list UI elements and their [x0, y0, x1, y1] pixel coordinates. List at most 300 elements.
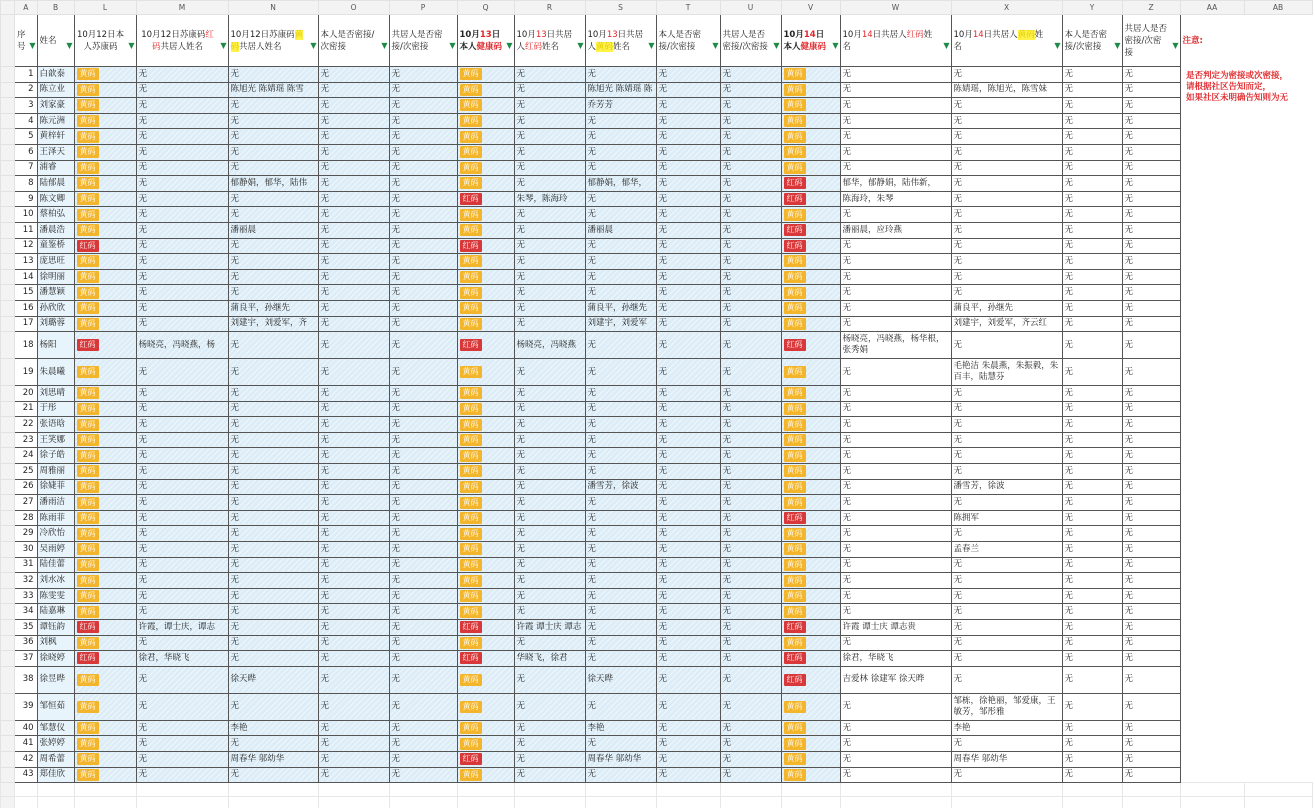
- red-cohabitant-cell[interactable]: 无: [136, 767, 228, 783]
- contact-cell[interactable]: 无: [1062, 98, 1122, 114]
- contact-cell[interactable]: 无: [318, 238, 389, 254]
- contact-cell[interactable]: 无: [1062, 720, 1122, 736]
- contact-cell[interactable]: 无: [389, 129, 457, 145]
- red-cohabitant-cell[interactable]: 无: [840, 129, 951, 145]
- table-row[interactable]: [1, 588, 1313, 604]
- contact-cell[interactable]: 无: [389, 464, 457, 480]
- red-cohabitant-cell[interactable]: 无: [136, 176, 228, 192]
- seq-cell[interactable]: 37: [15, 651, 38, 667]
- red-cohabitant-cell[interactable]: 无: [840, 144, 951, 160]
- empty-cell[interactable]: [1180, 573, 1244, 589]
- contact-cell[interactable]: 无: [1062, 254, 1122, 270]
- contact-cell[interactable]: 无: [389, 651, 457, 667]
- contact-cell[interactable]: 无: [389, 176, 457, 192]
- empty-cell[interactable]: [1180, 736, 1244, 752]
- row-number[interactable]: [1, 254, 15, 270]
- red-cohabitant-cell[interactable]: 无: [136, 67, 228, 83]
- contact-cell[interactable]: 无: [656, 386, 720, 402]
- code-cell-v[interactable]: [781, 620, 840, 636]
- red-cohabitant-cell[interactable]: 无: [840, 432, 951, 448]
- red-cohabitant-cell[interactable]: 陈海玲，朱琴: [840, 191, 951, 207]
- contact-cell[interactable]: 无: [318, 432, 389, 448]
- code-cell-l[interactable]: [74, 479, 136, 495]
- contact-cell[interactable]: 无: [318, 285, 389, 301]
- empty-cell[interactable]: [457, 797, 514, 808]
- code-cell-l[interactable]: [74, 98, 136, 114]
- contact-cell[interactable]: 无: [720, 160, 781, 176]
- red-cohabitant-cell[interactable]: 无: [514, 432, 585, 448]
- contact-cell[interactable]: 无: [656, 767, 720, 783]
- yellow-cohabitant-cell[interactable]: 无: [228, 635, 318, 651]
- red-cohabitant-cell[interactable]: 无: [840, 588, 951, 604]
- red-cohabitant-cell[interactable]: 无: [136, 432, 228, 448]
- red-cohabitant-cell[interactable]: 无: [840, 82, 951, 98]
- code-cell-q[interactable]: [457, 510, 514, 526]
- yellow-cohabitant-cell[interactable]: 徐天晔: [228, 666, 318, 693]
- yellow-cohabitant-cell[interactable]: 无: [228, 651, 318, 667]
- contact-cell[interactable]: 无: [720, 269, 781, 285]
- yellow-cohabitant-cell[interactable]: 乔芳芳: [585, 98, 656, 114]
- empty-cell[interactable]: [1180, 222, 1244, 238]
- empty-cell[interactable]: [1244, 635, 1312, 651]
- empty-cell[interactable]: [1180, 751, 1244, 767]
- name-cell[interactable]: 张婷婷: [37, 736, 74, 752]
- contact-cell[interactable]: 无: [656, 542, 720, 558]
- empty-cell[interactable]: [1180, 588, 1244, 604]
- contact-cell[interactable]: 无: [720, 495, 781, 511]
- row-number[interactable]: [1, 207, 15, 223]
- seq-cell[interactable]: 39: [15, 693, 38, 720]
- empty-cell[interactable]: [136, 783, 228, 797]
- filter-icon[interactable]: ▼: [128, 41, 135, 50]
- code-cell-q[interactable]: [457, 82, 514, 98]
- contact-cell[interactable]: 无: [1122, 359, 1180, 386]
- empty-cell[interactable]: [1244, 464, 1312, 480]
- code-cell-l[interactable]: [74, 557, 136, 573]
- name-cell[interactable]: 周雅丽: [37, 464, 74, 480]
- contact-cell[interactable]: 无: [389, 269, 457, 285]
- contact-cell[interactable]: 无: [656, 736, 720, 752]
- code-cell-l[interactable]: [74, 604, 136, 620]
- contact-cell[interactable]: 无: [656, 191, 720, 207]
- yellow-cohabitant-cell[interactable]: 邹栋，徐艳丽，邹爱康，王敏芳，邹彤雅: [951, 693, 1062, 720]
- contact-cell[interactable]: 无: [1122, 557, 1180, 573]
- name-cell[interactable]: 张语晗: [37, 417, 74, 433]
- yellow-cohabitant-cell[interactable]: 无: [585, 448, 656, 464]
- seq-cell[interactable]: 25: [15, 464, 38, 480]
- red-cohabitant-cell[interactable]: 无: [840, 269, 951, 285]
- code-cell-v[interactable]: [781, 604, 840, 620]
- contact-cell[interactable]: 无: [720, 401, 781, 417]
- contact-cell[interactable]: 无: [389, 573, 457, 589]
- red-cohabitant-cell[interactable]: 无: [514, 542, 585, 558]
- code-cell-q[interactable]: [457, 98, 514, 114]
- contact-cell[interactable]: 无: [720, 635, 781, 651]
- yellow-cohabitant-cell[interactable]: 无: [951, 526, 1062, 542]
- empty-cell[interactable]: [1062, 783, 1122, 797]
- empty-cell[interactable]: [1180, 479, 1244, 495]
- yellow-cohabitant-cell[interactable]: 无: [951, 666, 1062, 693]
- red-cohabitant-cell[interactable]: 无: [840, 495, 951, 511]
- red-cohabitant-cell[interactable]: 无: [514, 67, 585, 83]
- code-cell-q[interactable]: [457, 417, 514, 433]
- contact-cell[interactable]: 无: [318, 620, 389, 636]
- red-cohabitant-cell[interactable]: 无: [514, 720, 585, 736]
- contact-cell[interactable]: 无: [1062, 751, 1122, 767]
- name-cell[interactable]: 吴雨婷: [37, 542, 74, 558]
- yellow-cohabitant-cell[interactable]: 无: [585, 160, 656, 176]
- table-row[interactable]: [1, 557, 1313, 573]
- contact-cell[interactable]: 无: [720, 285, 781, 301]
- code-cell-q[interactable]: [457, 386, 514, 402]
- contact-cell[interactable]: 无: [389, 67, 457, 83]
- red-cohabitant-cell[interactable]: 无: [136, 720, 228, 736]
- column-header-b[interactable]: B: [37, 1, 74, 15]
- contact-cell[interactable]: 无: [1062, 359, 1122, 386]
- contact-cell[interactable]: 无: [720, 238, 781, 254]
- empty-cell[interactable]: [1180, 207, 1244, 223]
- column-header-w[interactable]: W: [840, 1, 951, 15]
- red-cohabitant-cell[interactable]: 无: [840, 285, 951, 301]
- contact-cell[interactable]: 无: [1062, 300, 1122, 316]
- code-cell-q[interactable]: [457, 316, 514, 332]
- yellow-cohabitant-cell[interactable]: 无: [585, 359, 656, 386]
- empty-cell[interactable]: [1180, 526, 1244, 542]
- contact-cell[interactable]: 无: [1062, 316, 1122, 332]
- contact-cell[interactable]: 无: [1062, 542, 1122, 558]
- seq-cell[interactable]: 43: [15, 767, 38, 783]
- filter-icon[interactable]: ▼: [1114, 41, 1121, 50]
- contact-cell[interactable]: 无: [656, 144, 720, 160]
- filter-icon[interactable]: ▼: [66, 41, 73, 50]
- header-seq[interactable]: [15, 15, 38, 67]
- contact-cell[interactable]: 无: [318, 417, 389, 433]
- code-cell-l[interactable]: [74, 300, 136, 316]
- contact-cell[interactable]: 无: [318, 526, 389, 542]
- yellow-cohabitant-cell[interactable]: 无: [951, 332, 1062, 359]
- yellow-cohabitant-cell[interactable]: 陈旭光 陈婧瑶 陈雪: [228, 82, 318, 98]
- code-cell-q[interactable]: [457, 191, 514, 207]
- red-cohabitant-cell[interactable]: 无: [136, 495, 228, 511]
- yellow-cohabitant-cell[interactable]: 无: [585, 464, 656, 480]
- yellow-cohabitant-cell[interactable]: 无: [228, 191, 318, 207]
- row-number[interactable]: [1, 666, 15, 693]
- name-cell[interactable]: 邹恒茹: [37, 693, 74, 720]
- name-cell[interactable]: 徐明丽: [37, 269, 74, 285]
- seq-cell[interactable]: 30: [15, 542, 38, 558]
- yellow-cohabitant-cell[interactable]: 孟春兰: [951, 542, 1062, 558]
- column-header-r[interactable]: R: [514, 1, 585, 15]
- empty-cell[interactable]: [1244, 254, 1312, 270]
- code-cell-v[interactable]: [781, 510, 840, 526]
- contact-cell[interactable]: 无: [720, 448, 781, 464]
- contact-cell[interactable]: 无: [656, 693, 720, 720]
- column-header-o[interactable]: O: [318, 1, 389, 15]
- table-row[interactable]: [1, 98, 1313, 114]
- header-s[interactable]: [585, 15, 656, 67]
- yellow-cohabitant-cell[interactable]: 无: [585, 604, 656, 620]
- name-cell[interactable]: 徐子皓: [37, 448, 74, 464]
- seq-cell[interactable]: 35: [15, 620, 38, 636]
- seq-cell[interactable]: 12: [15, 238, 38, 254]
- contact-cell[interactable]: 无: [318, 588, 389, 604]
- contact-cell[interactable]: 无: [1122, 464, 1180, 480]
- contact-cell[interactable]: 无: [656, 98, 720, 114]
- filter-icon[interactable]: ▼: [449, 41, 456, 50]
- empty-cell[interactable]: [1180, 693, 1244, 720]
- yellow-cohabitant-cell[interactable]: 无: [951, 144, 1062, 160]
- contact-cell[interactable]: 无: [720, 316, 781, 332]
- code-cell-l[interactable]: [74, 160, 136, 176]
- empty-cell[interactable]: [1180, 432, 1244, 448]
- contact-cell[interactable]: 无: [1062, 401, 1122, 417]
- yellow-cohabitant-cell[interactable]: 无: [585, 495, 656, 511]
- code-cell-v[interactable]: [781, 464, 840, 480]
- contact-cell[interactable]: 无: [656, 359, 720, 386]
- table-row[interactable]: [1, 720, 1313, 736]
- contact-cell[interactable]: 无: [318, 176, 389, 192]
- red-cohabitant-cell[interactable]: 无: [136, 448, 228, 464]
- contact-cell[interactable]: 无: [720, 254, 781, 270]
- contact-cell[interactable]: 无: [1062, 129, 1122, 145]
- empty-cell[interactable]: [1180, 332, 1244, 359]
- yellow-cohabitant-cell[interactable]: 无: [951, 573, 1062, 589]
- yellow-cohabitant-cell[interactable]: 无: [228, 160, 318, 176]
- contact-cell[interactable]: 无: [1122, 176, 1180, 192]
- code-cell-q[interactable]: [457, 464, 514, 480]
- row-number[interactable]: [1, 238, 15, 254]
- contact-cell[interactable]: 无: [389, 751, 457, 767]
- seq-cell[interactable]: 32: [15, 573, 38, 589]
- code-cell-v[interactable]: [781, 332, 840, 359]
- table-row[interactable]: [1, 417, 1313, 433]
- contact-cell[interactable]: 无: [1122, 401, 1180, 417]
- name-cell[interactable]: 王泽天: [37, 144, 74, 160]
- yellow-cohabitant-cell[interactable]: 无: [585, 693, 656, 720]
- empty-cell[interactable]: [1244, 238, 1312, 254]
- yellow-cohabitant-cell[interactable]: 无: [228, 464, 318, 480]
- code-cell-l[interactable]: [74, 720, 136, 736]
- code-cell-q[interactable]: [457, 620, 514, 636]
- code-cell-q[interactable]: [457, 67, 514, 83]
- table-row[interactable]: [1, 573, 1313, 589]
- contact-cell[interactable]: 无: [318, 557, 389, 573]
- yellow-cohabitant-cell[interactable]: 无: [228, 479, 318, 495]
- yellow-cohabitant-cell[interactable]: 无: [951, 238, 1062, 254]
- empty-cell[interactable]: [318, 783, 389, 797]
- red-cohabitant-cell[interactable]: 无: [136, 144, 228, 160]
- contact-cell[interactable]: 无: [318, 464, 389, 480]
- code-cell-q[interactable]: [457, 129, 514, 145]
- seq-cell[interactable]: 38: [15, 666, 38, 693]
- contact-cell[interactable]: 无: [1062, 526, 1122, 542]
- red-cohabitant-cell[interactable]: 无: [136, 160, 228, 176]
- contact-cell[interactable]: 无: [1122, 238, 1180, 254]
- empty-cell[interactable]: [1180, 510, 1244, 526]
- contact-cell[interactable]: 无: [1122, 144, 1180, 160]
- code-cell-q[interactable]: [457, 526, 514, 542]
- contact-cell[interactable]: 无: [656, 651, 720, 667]
- yellow-cohabitant-cell[interactable]: 无: [228, 113, 318, 129]
- table-row[interactable]: [1, 526, 1313, 542]
- code-cell-v[interactable]: [781, 557, 840, 573]
- yellow-cohabitant-cell[interactable]: 徐天晔: [585, 666, 656, 693]
- code-cell-v[interactable]: [781, 767, 840, 783]
- row-number[interactable]: [1, 98, 15, 114]
- empty-cell[interactable]: [951, 797, 1062, 808]
- contact-cell[interactable]: 无: [1062, 693, 1122, 720]
- name-cell[interactable]: 谭钰韵: [37, 620, 74, 636]
- table-row[interactable]: [1, 269, 1313, 285]
- header-t[interactable]: [656, 15, 720, 67]
- empty-cell[interactable]: [1244, 751, 1312, 767]
- empty-cell[interactable]: [1244, 557, 1312, 573]
- yellow-cohabitant-cell[interactable]: 无: [585, 285, 656, 301]
- contact-cell[interactable]: 无: [1062, 386, 1122, 402]
- filter-icon[interactable]: ▼: [832, 41, 839, 50]
- contact-cell[interactable]: 无: [389, 316, 457, 332]
- empty-cell[interactable]: [1180, 720, 1244, 736]
- empty-cell[interactable]: [1, 783, 15, 797]
- contact-cell[interactable]: 无: [720, 604, 781, 620]
- contact-cell[interactable]: 无: [318, 666, 389, 693]
- table-row[interactable]: [1, 448, 1313, 464]
- yellow-cohabitant-cell[interactable]: 无: [585, 635, 656, 651]
- contact-cell[interactable]: 无: [1122, 254, 1180, 270]
- row-number[interactable]: [1, 432, 15, 448]
- column-header-aa[interactable]: AA: [1180, 1, 1244, 15]
- row-number[interactable]: [1, 736, 15, 752]
- contact-cell[interactable]: 无: [389, 144, 457, 160]
- seq-cell[interactable]: 29: [15, 526, 38, 542]
- yellow-cohabitant-cell[interactable]: 无: [228, 767, 318, 783]
- yellow-cohabitant-cell[interactable]: 无: [951, 651, 1062, 667]
- contact-cell[interactable]: 无: [1122, 207, 1180, 223]
- contact-cell[interactable]: 无: [656, 573, 720, 589]
- code-cell-l[interactable]: [74, 573, 136, 589]
- header-x[interactable]: [951, 15, 1062, 67]
- contact-cell[interactable]: 无: [720, 751, 781, 767]
- contact-cell[interactable]: 无: [720, 129, 781, 145]
- yellow-cohabitant-cell[interactable]: 刘建宇，刘爱军，齐云红: [951, 316, 1062, 332]
- yellow-cohabitant-cell[interactable]: 无: [228, 620, 318, 636]
- yellow-cohabitant-cell[interactable]: 无: [585, 767, 656, 783]
- contact-cell[interactable]: 无: [720, 464, 781, 480]
- red-cohabitant-cell[interactable]: 无: [514, 386, 585, 402]
- header-y[interactable]: [1062, 15, 1122, 67]
- header-m[interactable]: [136, 15, 228, 67]
- row-number[interactable]: [1, 359, 15, 386]
- name-cell[interactable]: 杨阳: [37, 332, 74, 359]
- yellow-cohabitant-cell[interactable]: 无: [951, 635, 1062, 651]
- contact-cell[interactable]: 无: [1062, 573, 1122, 589]
- red-cohabitant-cell[interactable]: 无: [514, 176, 585, 192]
- red-cohabitant-cell[interactable]: 无: [514, 160, 585, 176]
- row-number[interactable]: [1, 448, 15, 464]
- table-row[interactable]: [1, 479, 1313, 495]
- contact-cell[interactable]: 无: [1122, 635, 1180, 651]
- code-cell-q[interactable]: [457, 176, 514, 192]
- header-row-number[interactable]: [1, 15, 15, 67]
- table-row[interactable]: [1, 386, 1313, 402]
- contact-cell[interactable]: 无: [656, 300, 720, 316]
- yellow-cohabitant-cell[interactable]: 无: [228, 557, 318, 573]
- empty-cell[interactable]: [1180, 542, 1244, 558]
- contact-cell[interactable]: 无: [318, 401, 389, 417]
- red-cohabitant-cell[interactable]: 无: [514, 254, 585, 270]
- column-header-l[interactable]: L: [74, 1, 136, 15]
- red-cohabitant-cell[interactable]: 无: [136, 316, 228, 332]
- code-cell-v[interactable]: [781, 401, 840, 417]
- yellow-cohabitant-cell[interactable]: 无: [951, 222, 1062, 238]
- red-cohabitant-cell[interactable]: 许霞，谭士庆，谭志: [136, 620, 228, 636]
- contact-cell[interactable]: 无: [656, 557, 720, 573]
- red-cohabitant-cell[interactable]: 无: [136, 191, 228, 207]
- red-cohabitant-cell[interactable]: 无: [514, 401, 585, 417]
- empty-row[interactable]: [1, 797, 1313, 808]
- contact-cell[interactable]: 无: [720, 720, 781, 736]
- column-header-t[interactable]: T: [656, 1, 720, 15]
- code-cell-l[interactable]: [74, 269, 136, 285]
- yellow-cohabitant-cell[interactable]: 无: [951, 417, 1062, 433]
- empty-cell[interactable]: [318, 797, 389, 808]
- empty-cell[interactable]: [228, 797, 318, 808]
- yellow-cohabitant-cell[interactable]: 无: [951, 736, 1062, 752]
- code-cell-v[interactable]: [781, 222, 840, 238]
- table-row[interactable]: [1, 635, 1313, 651]
- contact-cell[interactable]: 无: [318, 386, 389, 402]
- yellow-cohabitant-cell[interactable]: 无: [585, 588, 656, 604]
- red-cohabitant-cell[interactable]: 无: [136, 386, 228, 402]
- filter-icon[interactable]: ▼: [220, 41, 227, 50]
- filter-icon[interactable]: ▼: [943, 41, 950, 50]
- empty-row[interactable]: [1, 783, 1313, 797]
- code-cell-q[interactable]: [457, 254, 514, 270]
- code-cell-l[interactable]: [74, 285, 136, 301]
- contact-cell[interactable]: 无: [1122, 269, 1180, 285]
- yellow-cohabitant-cell[interactable]: 无: [228, 432, 318, 448]
- yellow-cohabitant-cell[interactable]: 刘建宇，刘爱军，齐: [228, 316, 318, 332]
- name-cell[interactable]: 徐婕菲: [37, 479, 74, 495]
- code-cell-l[interactable]: [74, 464, 136, 480]
- code-cell-v[interactable]: [781, 651, 840, 667]
- code-cell-l[interactable]: [74, 316, 136, 332]
- contact-cell[interactable]: 无: [1062, 67, 1122, 83]
- name-cell[interactable]: 潘慧颖: [37, 285, 74, 301]
- column-header-a[interactable]: A: [15, 1, 38, 15]
- code-cell-v[interactable]: [781, 635, 840, 651]
- empty-cell[interactable]: [1180, 666, 1244, 693]
- header-o[interactable]: [318, 15, 389, 67]
- empty-cell[interactable]: [840, 797, 951, 808]
- seq-cell[interactable]: 31: [15, 557, 38, 573]
- table-row[interactable]: [1, 401, 1313, 417]
- contact-cell[interactable]: 无: [318, 207, 389, 223]
- filter-icon[interactable]: ▼: [1054, 41, 1061, 50]
- row-number[interactable]: [1, 557, 15, 573]
- name-cell[interactable]: 邹慧仪: [37, 720, 74, 736]
- empty-cell[interactable]: [1244, 191, 1312, 207]
- seq-cell[interactable]: 28: [15, 510, 38, 526]
- table-row[interactable]: [1, 300, 1313, 316]
- contact-cell[interactable]: 无: [720, 191, 781, 207]
- red-cohabitant-cell[interactable]: 无: [840, 401, 951, 417]
- contact-cell[interactable]: 无: [389, 557, 457, 573]
- contact-cell[interactable]: 无: [389, 720, 457, 736]
- red-cohabitant-cell[interactable]: 无: [840, 386, 951, 402]
- contact-cell[interactable]: 无: [389, 98, 457, 114]
- contact-cell[interactable]: 无: [389, 417, 457, 433]
